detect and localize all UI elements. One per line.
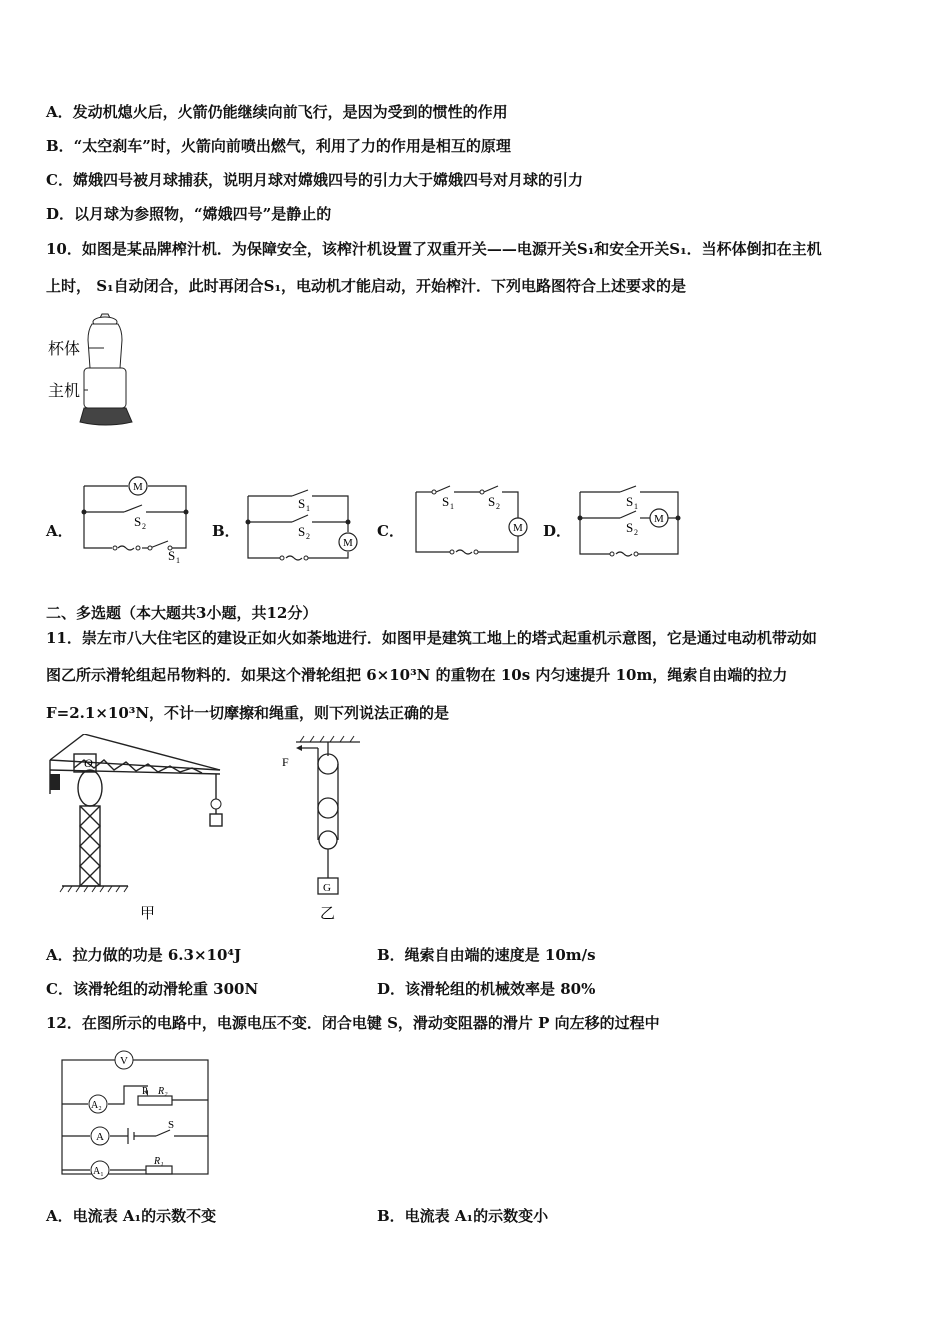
q12-option-b: B．电流表 A₁的示数变小	[377, 1207, 549, 1225]
svg-text:M: M	[654, 513, 664, 525]
svg-text:S: S	[488, 494, 496, 509]
svg-text:V: V	[120, 1055, 128, 1067]
q11-stem-line1: 11．崇左市八大住宅区的建设正如火如荼地进行．如图甲是建筑工地上的塔式起重机示意图，它是通过电动机带动如	[46, 629, 817, 647]
q9-option-d: D．以月球为参照物，“嫦娥四号”是静止的	[46, 205, 332, 223]
q12-option-a: A．电流表 A₁的示数不变	[46, 1207, 217, 1225]
pulley-figure	[280, 734, 370, 924]
svg-text:1: 1	[634, 502, 638, 511]
q10-circuit-b	[240, 486, 362, 566]
svg-text:S: S	[298, 496, 306, 511]
q12-circuit	[56, 1046, 216, 1186]
q10-option-b-label: B．	[212, 522, 240, 540]
q10-option-d-label: D．	[543, 522, 572, 540]
svg-text:S: S	[168, 1119, 175, 1131]
juicer-base-label: 主机	[48, 383, 81, 400]
svg-text:S: S	[626, 494, 634, 509]
svg-text:R₂: R₂	[158, 1086, 168, 1097]
svg-text:P: P	[142, 1086, 148, 1097]
svg-text:A₂: A₂	[91, 1100, 102, 1111]
pulley-label: 乙	[320, 906, 336, 922]
svg-text:S: S	[626, 520, 634, 535]
svg-text:S: S	[298, 524, 306, 539]
svg-text:O: O	[84, 756, 93, 770]
q10-circuit-d	[572, 482, 690, 562]
q10-stem-line2: 上时， S₁自动闭合，此时再闭合S₁，电动机才能启动，开始榨汁．下列电路图符合上述要求的是	[46, 277, 687, 295]
q11-option-b: B．绳索自由端的速度是 10m/s	[377, 946, 596, 964]
svg-text:1: 1	[176, 556, 180, 564]
q10-option-a-label: A．	[46, 522, 73, 540]
svg-text:F: F	[282, 755, 289, 769]
svg-text:1: 1	[450, 502, 454, 511]
q9-option-a: A．发动机熄火后，火箭仍能继续向前飞行，是因为受到的惯性的作用	[46, 103, 508, 121]
crane-figure	[44, 734, 234, 924]
q10-circuit-a	[76, 474, 192, 564]
svg-text:M: M	[133, 481, 143, 493]
q11-option-a: A．拉力做的功是 6.3×10⁴J	[46, 946, 242, 964]
svg-text:M: M	[513, 522, 523, 534]
svg-text:2: 2	[306, 532, 310, 541]
svg-text:G: G	[323, 882, 331, 894]
q9-option-c: C．嫦娥四号被月球捕获，说明月球对嫦娥四号的引力大于嫦娥四号对月球的引力	[46, 171, 583, 189]
svg-text:2: 2	[634, 528, 638, 537]
svg-text:A: A	[96, 1131, 104, 1143]
q11-option-d: D．该滑轮组的机械效率是 80%	[377, 980, 596, 998]
q10-option-c-label: C．	[377, 522, 404, 540]
q10-stem-line1: 10．如图是某品牌榨汁机．为保障安全，该榨汁机设置了双重开关——电源开关S₁和安全开关S₁．当杯体倒扣在主机	[46, 240, 822, 258]
juicer-figure	[44, 310, 154, 432]
svg-text:R₁: R₁	[154, 1156, 164, 1167]
q11-stem-line3: F=2.1×10³N，不计一切摩擦和绳重，则下列说法正确的是	[46, 704, 450, 722]
q11-stem-line2: 图乙所示滑轮组起吊物料的．如果这个滑轮组把 6×10³N 的重物在 10s 内匀速提升 10m，绳索自由端的拉力	[46, 666, 788, 684]
svg-text:S: S	[168, 548, 176, 563]
crane-label: 甲	[140, 906, 156, 922]
q12-stem: 12．在图所示的电路中，电源电压不变．闭合电键 S，滑动变阻器的滑片 P 向左移的过程中	[46, 1014, 660, 1032]
q9-option-b: B．“太空刹车”时，火箭向前喷出燃气，利用了力的作用是相互的原理	[46, 137, 511, 155]
svg-text:2: 2	[496, 502, 500, 511]
svg-text:M: M	[343, 537, 353, 549]
section-2-title: 二、多选题（本大题共3小题，共12分）	[46, 604, 318, 622]
svg-text:1: 1	[306, 504, 310, 513]
q10-circuit-c	[408, 482, 534, 562]
svg-text:2: 2	[142, 522, 146, 531]
svg-text:S: S	[442, 494, 450, 509]
svg-text:A₁: A₁	[93, 1166, 104, 1177]
svg-text:S: S	[134, 514, 142, 529]
juicer-cup-label: 杯体	[48, 341, 81, 358]
q11-option-c: C．该滑轮组的动滑轮重 300N	[46, 980, 259, 998]
